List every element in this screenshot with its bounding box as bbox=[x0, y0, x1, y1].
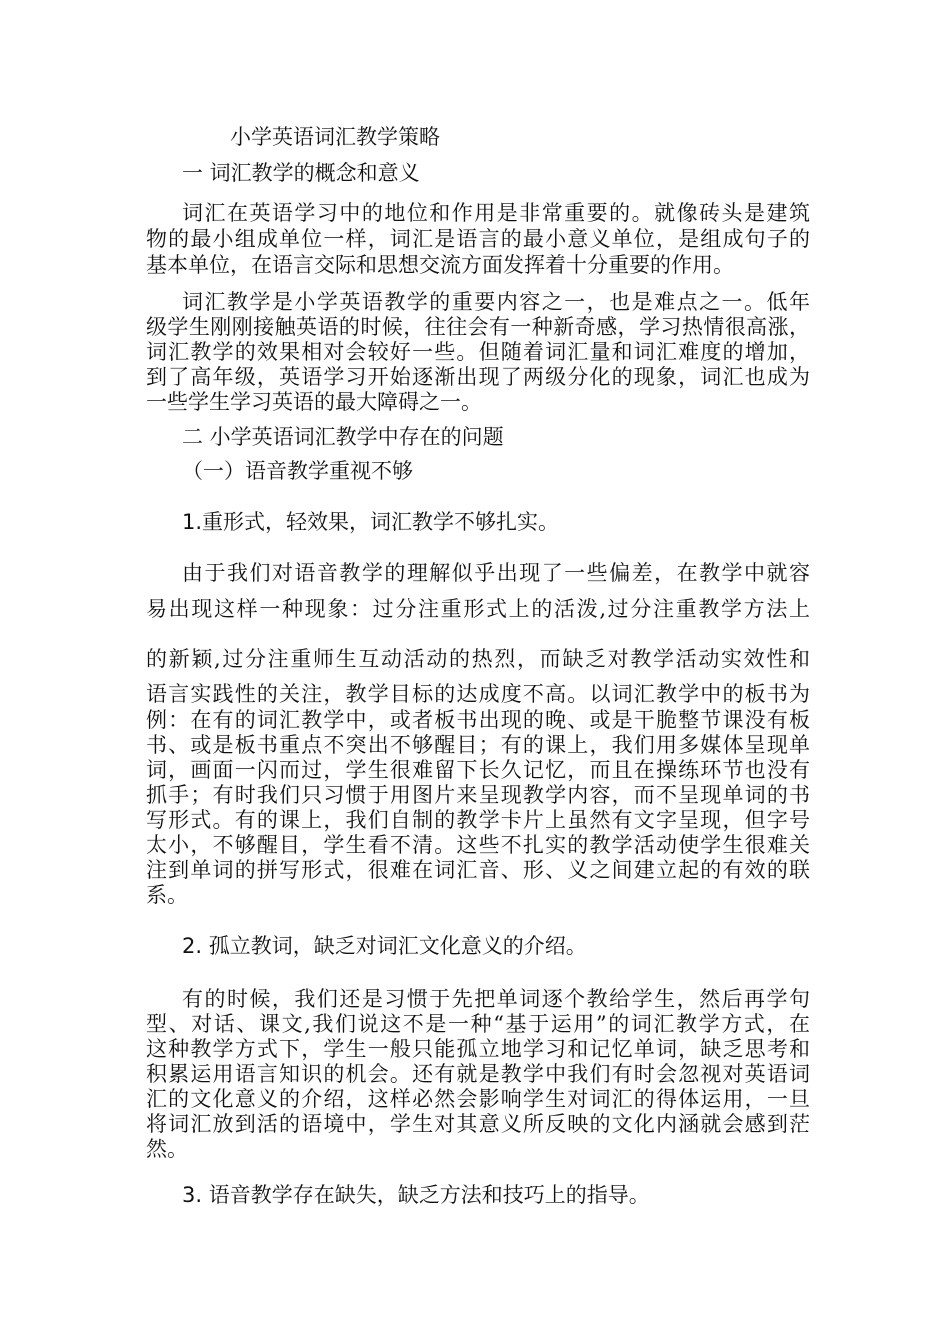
paragraph-4-line: 有的时候，我们还是习惯于先把单词逐个教给学生，然后再学句 bbox=[182, 987, 810, 1011]
paragraph-2-line: 一些学生学习英语的最大障碍之一。 bbox=[146, 390, 482, 414]
paragraph-1-line: 词汇在英语学习中的地位和作用是非常重要的。就像砖头是建筑 bbox=[182, 201, 810, 225]
paragraph-2-line: 到了高年级，英语学习开始逐渐出现了两级分化的现象，词汇也成为 bbox=[146, 365, 810, 389]
paragraph-3-line: 词，画面一闪而过，学生很难留下长久记忆，而且在操练环节也没有 bbox=[146, 758, 810, 782]
paragraph-1-line: 物的最小组成单位一样，词汇是语言的最小意义单位，是组成句子的 bbox=[146, 227, 810, 251]
paragraph-4-line: 将词汇放到活的语境中，学生对其意义所反映的文化内涵就会感到茫 bbox=[146, 1112, 810, 1136]
paragraph-3-line: 书、或是板书重点不突出不够醒目；有的课上，我们用多媒体呈现单 bbox=[146, 733, 810, 757]
paragraph-2-line: 词汇教学的效果相对会较好一些。但随着词汇量和词汇难度的增加， bbox=[146, 340, 810, 364]
subsection-heading-1: （一）语音教学重视不够 bbox=[182, 459, 413, 483]
paragraph-3-line: 例：在有的词汇教学中，或者板书出现的晚、或是干脆整节课没有板 bbox=[146, 708, 810, 732]
paragraph-3-line: 的新颖,过分注重师生互动活动的热烈，而缺乏对教学活动实效性和 bbox=[146, 647, 810, 671]
paragraph-3-line: 易出现这样一种现象：过分注重形式上的活泼,过分注重教学方法上 bbox=[146, 597, 810, 621]
paragraph-3-line: 系。 bbox=[146, 883, 188, 907]
paragraph-3-line: 由于我们对语音教学的理解似乎出现了一些偏差，在教学中就容 bbox=[182, 561, 810, 585]
document-title: 小学英语词汇教学策略 bbox=[230, 125, 440, 149]
paragraph-1-line: 基本单位，在语言交际和思想交流方面发挥着十分重要的作用。 bbox=[146, 253, 734, 277]
item-heading-1: 1.重形式，轻效果，词汇教学不够扎实。 bbox=[182, 510, 560, 534]
paragraph-2-line: 词汇教学是小学英语教学的重要内容之一，也是难点之一。低年 bbox=[182, 290, 810, 314]
paragraph-3-line: 注到单词的拼写形式，很难在词汇音、形、义之间建立起的有效的联 bbox=[146, 858, 810, 882]
paragraph-3-line: 语言实践性的关注，教学目标的达成度不高。以词汇教学中的板书为 bbox=[146, 682, 810, 706]
paragraph-4-line: 这种教学方式下，学生一般只能孤立地学习和记忆单词，缺乏思考和 bbox=[146, 1037, 810, 1061]
paragraph-3-line: 抓手；有时我们只习惯于用图片来呈现教学内容，而不呈现单词的书 bbox=[146, 783, 810, 807]
paragraph-4-line: 积累运用语言知识的机会。还有就是教学中我们有时会忽视对英语词 bbox=[146, 1062, 810, 1086]
item-heading-2: 2. 孤立教词，缺乏对词汇文化意义的介绍。 bbox=[182, 934, 587, 958]
paragraph-3-line: 太小，不够醒目，学生看不清。这些不扎实的教学活动使学生很难关 bbox=[146, 833, 810, 857]
paragraph-3-line: 写形式。有的课上，我们自制的教学卡片上虽然有文字呈现，但字号 bbox=[146, 808, 810, 832]
paragraph-2-line: 级学生刚刚接触英语的时候，往往会有一种新奇感，学习热情很高涨， bbox=[146, 315, 810, 339]
item-heading-3: 3. 语音教学存在缺失，缺乏方法和技巧上的指导。 bbox=[182, 1183, 650, 1207]
paragraph-4-line: 然。 bbox=[146, 1137, 188, 1161]
paragraph-4-line: 汇的文化意义的介绍，这样必然会影响学生对词汇的得体运用，一旦 bbox=[146, 1087, 810, 1111]
paragraph-4-line: 型、对话、课文,我们说这不是一种“基于运用”的词汇教学方式，在 bbox=[146, 1012, 810, 1036]
section-heading-2: 二 小学英语词汇教学中存在的问题 bbox=[182, 425, 504, 449]
section-heading-1: 一 词汇教学的概念和意义 bbox=[182, 161, 420, 185]
